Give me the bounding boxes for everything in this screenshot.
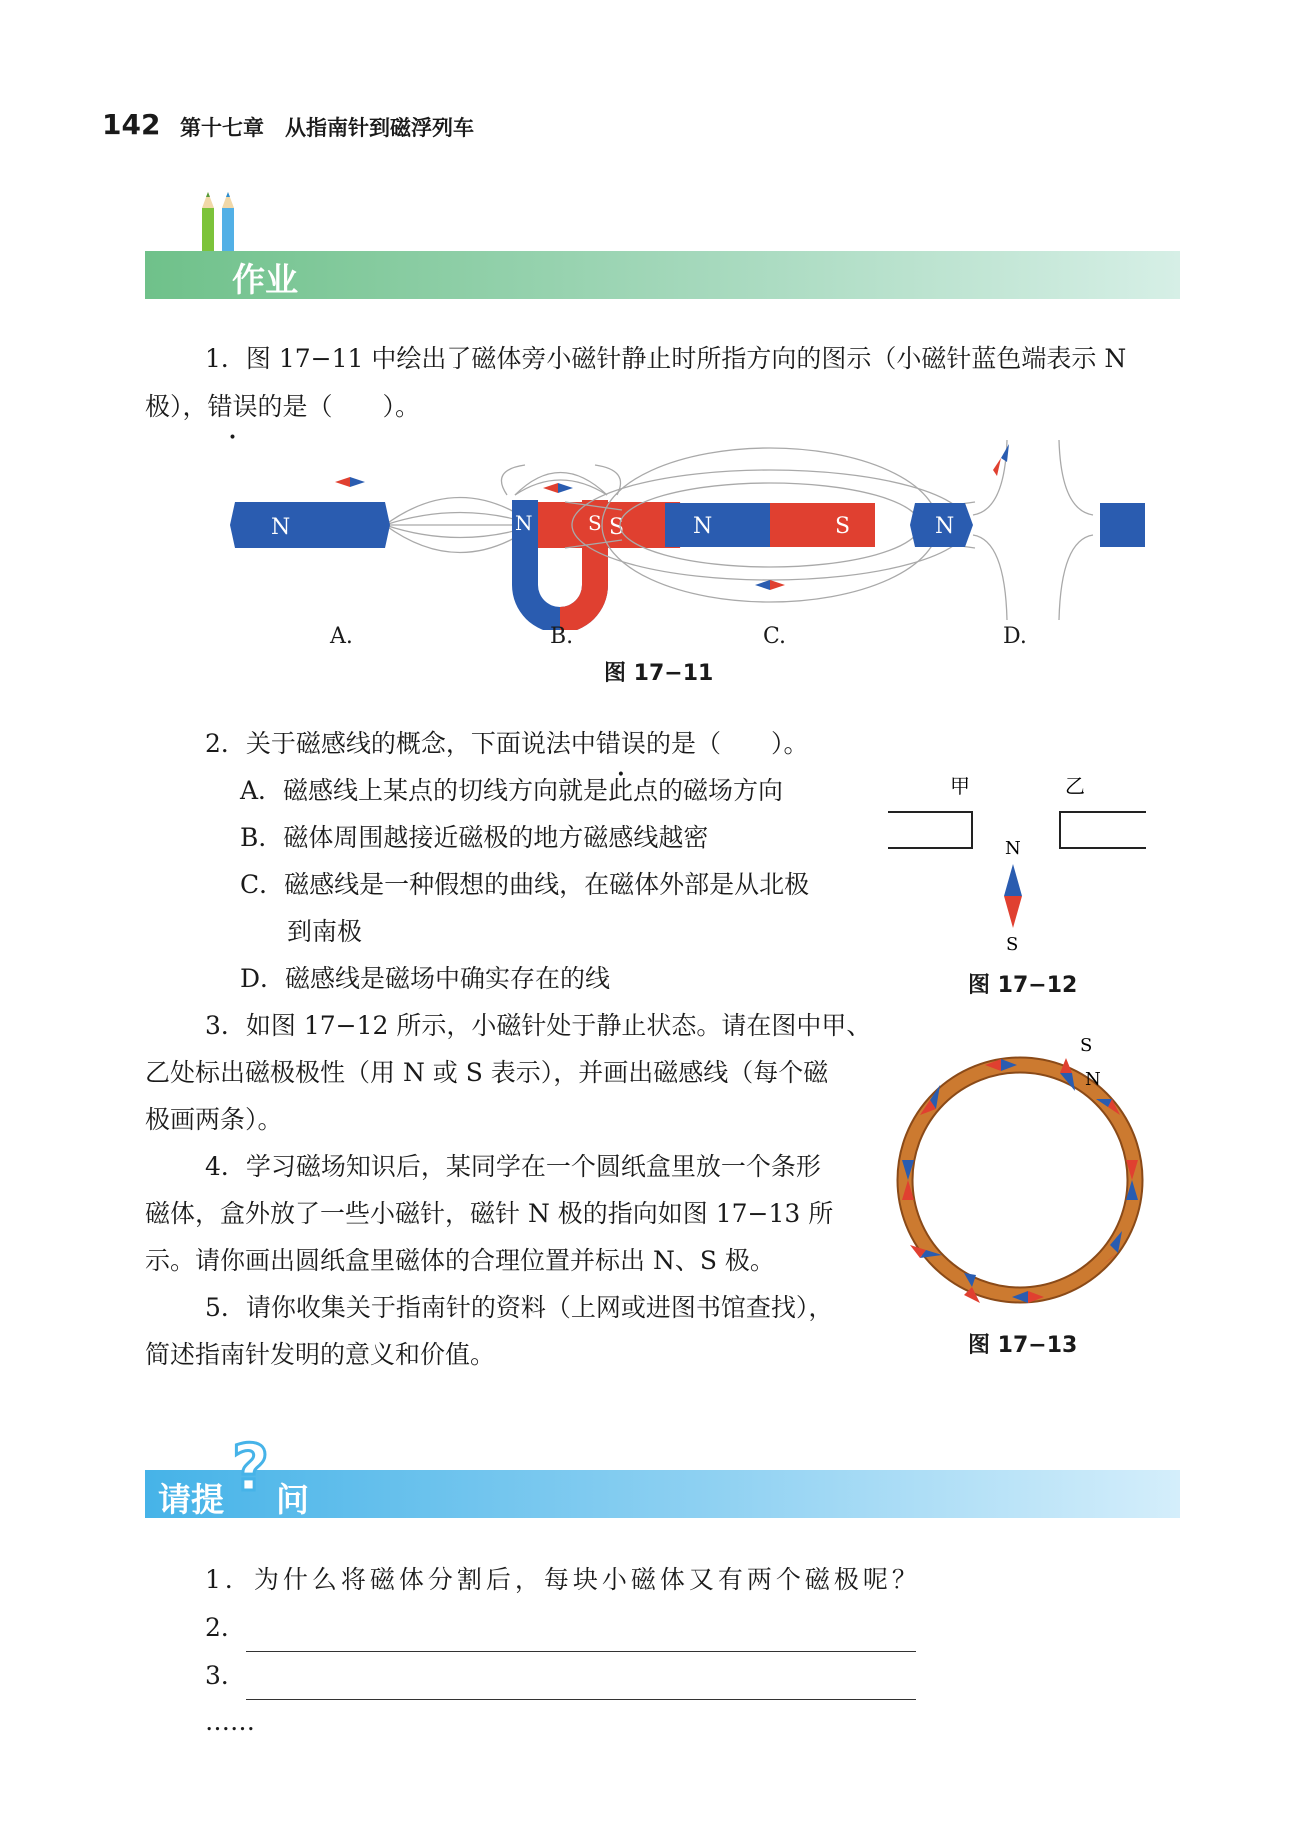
page-number: 142 [102,108,161,141]
fig-c-label-s: S [835,514,851,539]
fig-1712-needle [1004,864,1022,928]
fig-1711-label-d: D. [1003,624,1027,649]
fig-c-magnet-s [770,503,875,547]
fig-a-label-s: S [609,515,625,540]
fig-d-field-lines [973,440,1093,620]
fig-1712-magnet-yi [1060,812,1146,848]
ask-q2: 2． [205,1604,916,1652]
question-mark-icon: ? [232,1432,270,1506]
fig-b-label-n: N [515,511,533,535]
ask-q2-blank[interactable] [246,1621,916,1652]
fig-a-needle [335,477,365,487]
q2-option-c-line1: C．磁感线是一种假想的曲线，在磁体外部是从北极 [240,870,810,899]
q3-line2: 乙处标出磁极极性（用 N 或 S 表示），并画出磁感线（每个磁 [145,1058,829,1087]
figure-17-13 [880,1025,1160,1315]
fig-1712-label-s: S [1006,934,1019,955]
fig-1712-jia: 甲 [950,774,970,798]
q2-option-b: B．磁体周围越接近磁极的地方磁感线越密 [240,823,709,852]
fig-1711-label-a: A. [330,624,353,649]
q4-line2: 磁体，盒外放了一些小磁针，磁针 N 极的指向如图 17−13 所 [145,1199,834,1228]
fig-1711-label-b: B. [550,624,574,649]
ask-q3-blank[interactable] [246,1669,916,1700]
fig-1712-caption: 图 17−12 [968,973,1078,998]
fig-b-label-s: S [588,511,602,535]
q3-line1: 3．如图 17−12 所示，小磁针处于静止状态。请在图中甲、 [205,1011,872,1040]
fig-d-label-left: N [935,514,955,539]
fig-d-label-right: N [1055,514,1075,539]
ask-more-ellipsis: …… [205,1707,255,1736]
figure-17-11 [225,430,1145,630]
ask-title-post: 问 [276,1480,309,1519]
ask-title-pre: 请提 [158,1480,224,1519]
ask-q3: 3． [205,1652,916,1700]
fig-1712-yi: 乙 [1065,774,1085,798]
fig-1713-label-n: N [1085,1069,1101,1090]
fig-1711-caption: 图 17−11 [604,661,714,686]
fig-c-magnet-n [665,503,770,547]
q5-line2: 简述指南针发明的意义和价值。 [145,1340,496,1369]
q2-option-a: A．磁感线上某点的切线方向就是此点的磁场方向 [240,776,784,805]
fig-c-needle [755,580,785,590]
q5-line1: 5．请你收集关于指南针的资料（上网或进图书馆查找）， [205,1293,834,1322]
q2-stem: 2．关于磁感线的概念，下面说法中错误的是（ ）。 [205,729,809,758]
q2-option-d: D．磁感线是磁场中确实存在的线 [240,964,611,993]
fig-1713-caption: 图 17−13 [968,1333,1078,1358]
fig-c-label-n: N [693,514,713,539]
fig-1711-label-c: C. [763,624,787,649]
fig-a-label-n: N [271,515,291,540]
chapter-title: 第十七章 从指南针到磁浮列车 [180,116,474,140]
q4-line1: 4．学习磁场知识后，某同学在一个圆纸盒里放一个条形 [205,1152,821,1181]
figure-17-12 [880,770,1180,960]
fig-b-needle [543,483,573,493]
q1-line2: 极），错误的是（ ）。 [145,392,421,421]
q2-option-c-line2: 到南极 [287,917,363,946]
homework-title: 作业 [232,260,298,299]
fig-1712-magnet-jia [888,812,972,848]
q4-line3: 示。请你画出圆纸盒里磁体的合理位置并标出 N、S 极。 [145,1246,775,1275]
q1-line1: 1．图 17−11 中绘出了磁体旁小磁针静止时所指方向的图示（小磁针蓝色端表示 N [205,344,1127,373]
q3-line3: 极画两条）。 [145,1105,283,1134]
fig-d-needle [993,444,1009,476]
fig-a-magnet-n [230,502,390,548]
fig-1712-label-n: N [1005,838,1021,859]
ask-q1: 1．为什么将磁体分割后，每块小磁体又有两个磁极呢？ [205,1565,921,1594]
fig-1713-label-s: S [1080,1035,1093,1056]
homework-banner [145,251,1180,299]
fig-d-magnet-right [1100,503,1145,547]
